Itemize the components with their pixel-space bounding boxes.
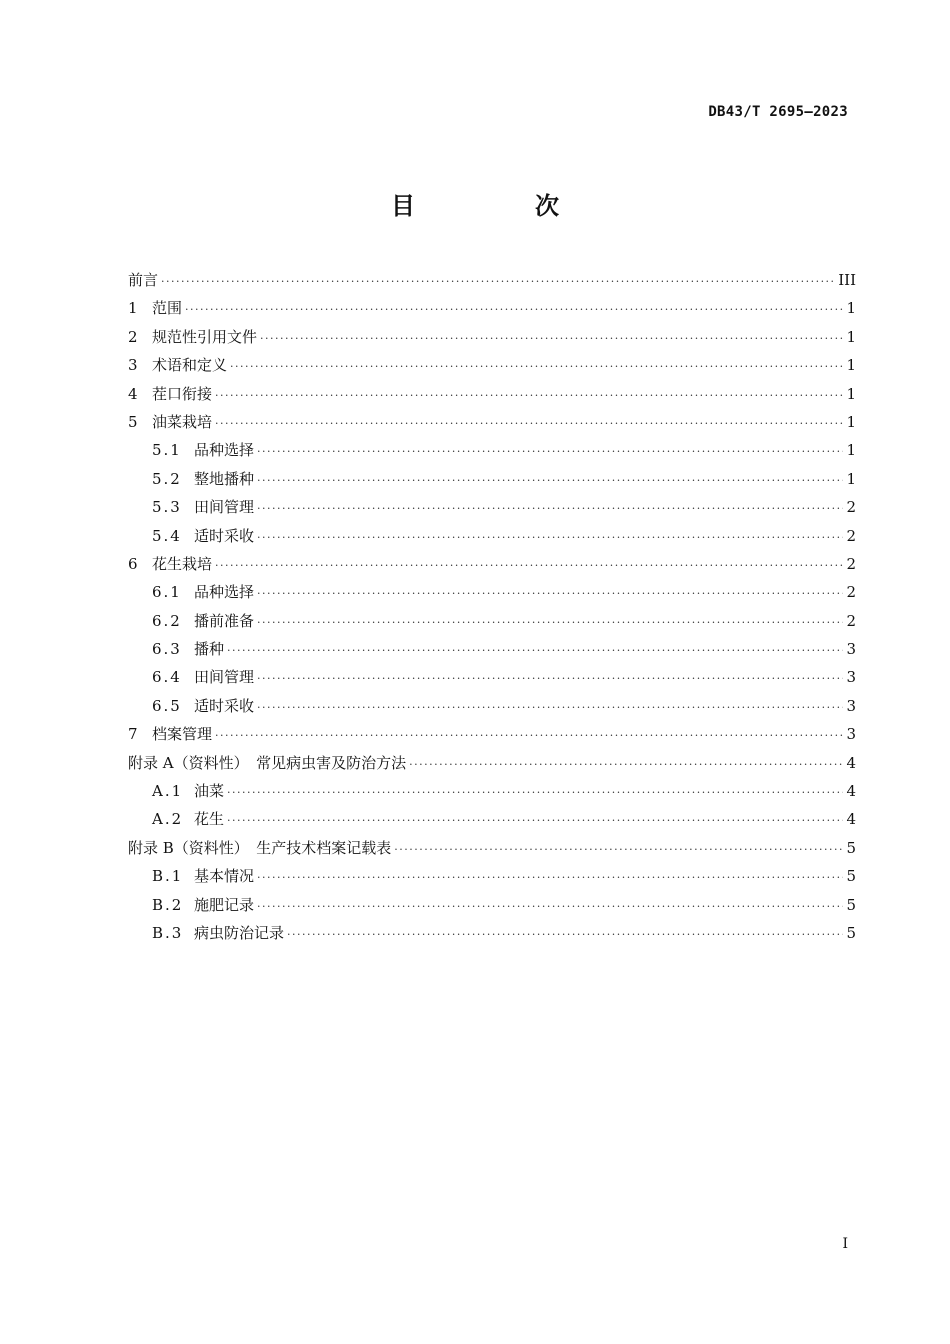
toc-entry-label: 附录 A（资料性） 常见病虫害及防治方法: [128, 753, 407, 772]
toc-entry-number: 7: [128, 725, 138, 744]
toc-entry-page: 3: [846, 725, 856, 744]
toc-entry-label: 品种选择: [194, 441, 255, 460]
toc-entry-label: 播种: [194, 640, 225, 659]
toc-entry-page: 2: [846, 526, 856, 545]
toc-entry[interactable]: [128, 493, 856, 521]
toc-entry-page: 3: [846, 640, 856, 659]
toc-leader-dots: [257, 864, 843, 892]
toc-entry-number: 6.5: [152, 696, 182, 715]
toc-entry-number: 4: [128, 384, 138, 403]
toc-entry[interactable]: [128, 578, 856, 606]
toc-entry-page: 1: [846, 299, 856, 318]
toc-entry-label: 适时采收: [194, 696, 255, 715]
page-title: 目 次: [391, 192, 607, 220]
toc-entry-page: 1: [846, 356, 856, 375]
toc-entry-label: 基本情况: [194, 867, 255, 886]
toc-entry-page: 4: [846, 810, 856, 829]
toc-entry[interactable]: [128, 692, 856, 720]
toc-entry-number: 5.1: [152, 441, 182, 460]
toc-leader-dots: [257, 580, 843, 608]
toc-entry[interactable]: [128, 607, 856, 635]
toc-entry[interactable]: [128, 436, 856, 464]
toc-entry-page: 1: [846, 469, 856, 488]
toc-leader-dots: [409, 751, 843, 779]
toc-entry[interactable]: [128, 720, 856, 748]
toc-entry-label: 茬口衔接: [152, 384, 213, 403]
toc-entry-label: 田间管理: [194, 498, 255, 517]
footer-page-number: I: [842, 1236, 848, 1252]
toc-entry-number: 6.2: [152, 611, 182, 630]
toc-leader-dots: [257, 467, 843, 495]
toc-entry[interactable]: [128, 522, 856, 550]
toc-entry-label: 附录 B（资料性） 生产技术档案记载表: [128, 838, 392, 857]
toc-entry-number: B.2: [152, 895, 184, 914]
toc-entry-page: 3: [846, 668, 856, 687]
toc-leader-dots: [257, 495, 843, 523]
toc-leader-dots: [227, 807, 843, 835]
toc-entry-number: 5.4: [152, 526, 182, 545]
toc-entry[interactable]: [128, 862, 856, 890]
toc-entry[interactable]: [128, 663, 856, 691]
toc-leader-dots: [257, 893, 843, 921]
toc-entry-number: 6.1: [152, 583, 182, 602]
toc-entry[interactable]: [128, 294, 856, 322]
toc-entry-page: III: [838, 271, 856, 289]
toc-entry-page: 5: [846, 838, 856, 857]
toc-entry-label: 油菜: [194, 782, 225, 801]
toc-leader-dots: [185, 296, 843, 324]
toc-entry-page: 1: [846, 384, 856, 403]
toc-entry-number: 2: [128, 327, 138, 346]
toc-entry-page: 2: [846, 611, 856, 630]
toc-entry-page: 2: [846, 583, 856, 602]
toc-entry-label: 病虫防治记录: [194, 923, 285, 942]
toc-entry-label: 适时采收: [194, 526, 255, 545]
toc-entry[interactable]: [128, 266, 856, 294]
toc-entry-label: 播前准备: [194, 611, 255, 630]
toc-leader-dots: [215, 552, 843, 580]
toc-entry-page: 1: [846, 412, 856, 431]
toc-leader-dots: [161, 268, 835, 296]
toc-entry-page: 5: [846, 867, 856, 886]
toc-entry[interactable]: [128, 323, 856, 351]
toc-entry-page: 1: [846, 441, 856, 460]
toc-entry-label: 油菜栽培: [152, 412, 213, 431]
toc-entry[interactable]: [128, 550, 856, 578]
toc-leader-dots: [227, 779, 843, 807]
toc-leader-dots: [257, 438, 843, 466]
toc-entry[interactable]: [128, 891, 856, 919]
toc-entry-page: 1: [846, 327, 856, 346]
toc-leader-dots: [257, 524, 843, 552]
toc-entry-page: 2: [846, 498, 856, 517]
toc-leader-dots: [257, 665, 843, 693]
toc-leader-dots: [215, 382, 843, 410]
toc-entry[interactable]: [128, 834, 856, 862]
toc-entry-number: A.1: [152, 782, 184, 801]
toc-entry[interactable]: [128, 749, 856, 777]
toc-entry-page: 3: [846, 696, 856, 715]
toc-entry-page: 5: [846, 923, 856, 942]
toc-entry-label: 花生栽培: [152, 554, 213, 573]
toc-entry-label: 前言: [128, 271, 159, 289]
toc-entry[interactable]: [128, 919, 856, 947]
toc-entry-page: 4: [846, 782, 856, 801]
toc-entry-label: 花生: [194, 810, 225, 829]
toc-entry-number: 6.3: [152, 640, 182, 659]
toc-entry-label: 整地播种: [194, 469, 255, 488]
toc-entry-label: 品种选择: [194, 583, 255, 602]
toc-entry[interactable]: [128, 465, 856, 493]
toc-leader-dots: [227, 637, 843, 665]
toc-entry-number: 5: [128, 412, 138, 431]
toc-leader-dots: [260, 325, 843, 353]
toc-entry-label: 术语和定义: [152, 356, 228, 375]
toc-entry-label: 田间管理: [194, 668, 255, 687]
toc-entry-page: 4: [846, 753, 856, 772]
toc-leader-dots: [230, 353, 843, 381]
toc-entry-number: 5.3: [152, 498, 182, 517]
toc-entry-label: 范围: [152, 299, 183, 318]
toc-entry-number: 5.2: [152, 469, 182, 488]
toc-entry-number: 1: [128, 299, 138, 318]
document-code: DB43/T 2695—2023: [708, 104, 848, 120]
toc-leader-dots: [394, 836, 843, 864]
toc-entry[interactable]: [128, 380, 856, 408]
toc-entry-page: 2: [846, 554, 856, 573]
toc-entry-number: B.3: [152, 923, 184, 942]
toc-leader-dots: [215, 410, 843, 438]
toc-entry-number: 6: [128, 554, 138, 573]
toc-entry-number: 3: [128, 356, 138, 375]
table-of-contents: [128, 266, 856, 947]
toc-entry[interactable]: [128, 635, 856, 663]
toc-leader-dots: [257, 694, 843, 722]
toc-entry-number: B.1: [152, 867, 184, 886]
toc-entry[interactable]: [128, 351, 856, 379]
toc-entry[interactable]: [128, 805, 856, 833]
toc-leader-dots: [215, 722, 843, 750]
toc-entry-number: A.2: [152, 810, 184, 829]
toc-entry-number: 6.4: [152, 668, 182, 687]
toc-leader-dots: [287, 921, 843, 949]
toc-entry-label: 施肥记录: [194, 895, 255, 914]
toc-entry-label: 档案管理: [152, 725, 213, 744]
toc-leader-dots: [257, 609, 843, 637]
toc-entry-page: 5: [846, 895, 856, 914]
toc-entry-label: 规范性引用文件: [152, 327, 258, 346]
toc-entry[interactable]: [128, 777, 856, 805]
toc-entry[interactable]: [128, 408, 856, 436]
